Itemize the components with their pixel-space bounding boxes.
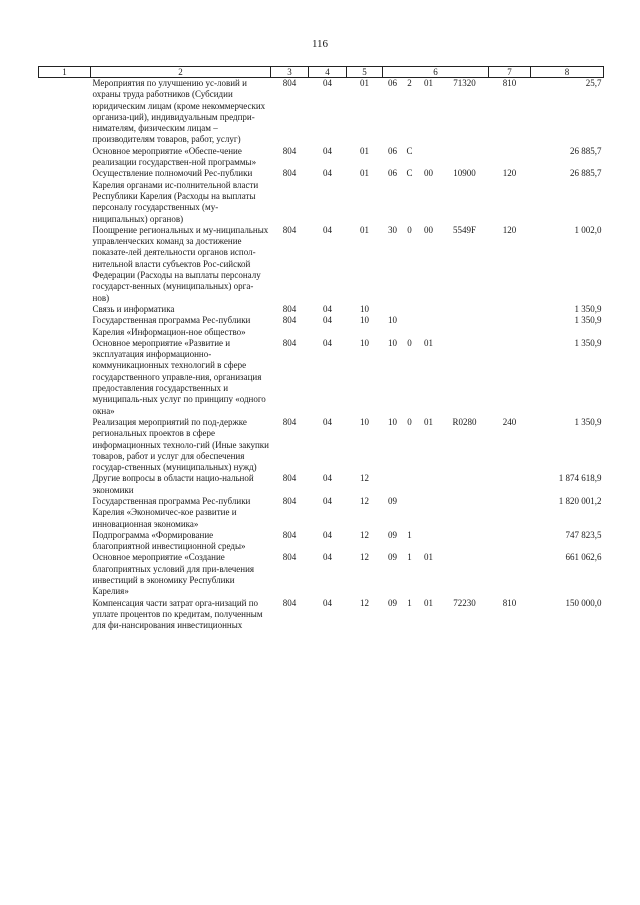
header-col-4: 4 xyxy=(309,67,347,78)
row-activity: 01 xyxy=(424,337,433,348)
page-number: 116 xyxy=(311,38,329,50)
row-name: Мероприятия по улучшению ус-ловий и охраны труда работников (Субсидии юридическим лицам (кроме некоммерческих организа-ций), индивидуальным предпри-нимателям, физическим лицам – производителям товаров, работ, услуг) xyxy=(92,78,266,145)
row-col-1 xyxy=(39,315,91,338)
row-col-1 xyxy=(39,338,91,417)
row-program: 30 xyxy=(388,224,397,235)
row-col-1 xyxy=(39,78,91,146)
row-program: 09 xyxy=(388,529,397,540)
row-code-ministry: 804 xyxy=(282,303,297,314)
row-code-subsection: 10 xyxy=(360,315,369,326)
budget-table xyxy=(38,66,604,632)
row-subprogram: 0 xyxy=(407,337,412,348)
header-col-6: 6 xyxy=(383,67,489,78)
row-expense-type xyxy=(489,530,531,553)
row-program: 10 xyxy=(388,337,397,348)
row-direction xyxy=(441,552,489,597)
row-sum: 26 885,7 xyxy=(570,168,602,179)
row-code-subsection: 12 xyxy=(360,552,369,563)
table-row xyxy=(39,78,604,146)
row-program: 06 xyxy=(388,145,397,156)
row-direction: 72230 xyxy=(453,597,476,608)
row-program: 09 xyxy=(388,495,397,506)
row-code-section: 04 xyxy=(323,495,332,506)
header-col-5: 5 xyxy=(347,67,383,78)
row-code-subsection: 12 xyxy=(360,529,369,540)
row-code-ministry: 804 xyxy=(282,529,297,540)
row-program: 10 xyxy=(388,315,397,326)
row-code-section: 04 xyxy=(323,303,332,314)
table-row xyxy=(39,496,604,530)
row-code-section: 04 xyxy=(323,78,332,88)
row-activity: 00 xyxy=(424,224,433,235)
row-col-1 xyxy=(39,598,91,632)
row-program: 06 xyxy=(388,168,397,179)
row-code-ministry: 804 xyxy=(282,78,297,88)
row-subprogram xyxy=(403,304,417,315)
row-subprogram xyxy=(403,496,417,530)
row-activity: 01 xyxy=(424,552,433,563)
row-activity xyxy=(417,146,441,169)
row-expense-type: 240 xyxy=(502,416,517,427)
row-name: Поощрение региональных и му-ниципальных управленческих команд за достижение показате-лей деятельности органов испол-нительной власти субъектов Рос-сийской Федерации (Расходы на выплаты персоналу государст-венных (муниципальных) орга-нов) xyxy=(92,224,269,303)
table-row xyxy=(39,304,604,315)
row-direction xyxy=(441,473,489,496)
row-expense-type: 810 xyxy=(502,78,517,88)
row-direction: R0280 xyxy=(452,416,477,427)
row-code-section: 04 xyxy=(323,315,332,326)
row-activity xyxy=(417,304,441,315)
row-sum: 661 062,6 xyxy=(565,552,602,563)
row-direction xyxy=(441,530,489,553)
row-col-1 xyxy=(39,417,91,473)
row-code-section: 04 xyxy=(323,416,332,427)
row-code-subsection: 12 xyxy=(360,473,369,484)
row-code-subsection: 10 xyxy=(360,416,369,427)
row-activity xyxy=(417,530,441,553)
row-direction xyxy=(441,304,489,315)
row-direction xyxy=(441,496,489,530)
row-program: 09 xyxy=(388,552,397,563)
row-sum: 747 823,5 xyxy=(565,529,602,540)
row-code-ministry: 804 xyxy=(282,168,297,179)
row-name: Другие вопросы в области нацио-нальной экономики xyxy=(92,473,254,495)
row-code-ministry: 804 xyxy=(282,315,297,326)
row-sum: 25,7 xyxy=(585,78,602,88)
header-col-2: 2 xyxy=(91,67,271,78)
row-subprogram xyxy=(403,315,417,338)
row-col-1 xyxy=(39,304,91,315)
row-col-1 xyxy=(39,146,91,169)
header-col-7: 7 xyxy=(489,67,531,78)
row-direction xyxy=(441,338,489,417)
row-program xyxy=(383,304,403,315)
row-code-section: 04 xyxy=(323,473,332,484)
row-code-subsection: 10 xyxy=(360,303,369,314)
row-sum: 1 820 001,2 xyxy=(558,495,602,506)
table-row xyxy=(39,417,604,473)
row-sum: 150 000,0 xyxy=(565,597,602,608)
row-sum: 1 350,9 xyxy=(574,337,602,348)
row-subprogram: 0 xyxy=(407,416,412,427)
table-row xyxy=(39,552,604,597)
row-subprogram: 0 xyxy=(407,224,412,235)
row-code-subsection: 01 xyxy=(360,168,369,179)
row-expense-type: 120 xyxy=(502,168,517,179)
row-program: 10 xyxy=(388,416,397,427)
row-code-section: 04 xyxy=(323,224,332,235)
row-direction: 5549F xyxy=(452,224,476,235)
row-subprogram: С xyxy=(406,145,413,156)
row-code-section: 04 xyxy=(323,529,332,540)
row-name: Связь и информатика xyxy=(92,303,175,314)
row-code-section: 04 xyxy=(323,168,332,179)
table-row xyxy=(39,530,604,553)
row-code-subsection: 10 xyxy=(360,337,369,348)
row-program: 06 xyxy=(388,78,397,88)
row-expense-type xyxy=(489,338,531,417)
table-row xyxy=(39,315,604,338)
row-code-ministry: 804 xyxy=(282,145,297,156)
header-row xyxy=(39,67,604,78)
row-name: Основное мероприятие «Создание благоприятных условий для при-влечения инвестиций в экономику Республики Карелия» xyxy=(92,552,255,597)
row-sum: 26 885,7 xyxy=(570,145,602,156)
row-subprogram: 1 xyxy=(407,529,412,540)
row-direction: 71320 xyxy=(453,78,476,88)
row-program: 09 xyxy=(388,597,397,608)
table-row xyxy=(39,598,604,632)
row-col-1 xyxy=(39,168,91,224)
row-code-section: 04 xyxy=(323,552,332,563)
row-code-ministry: 804 xyxy=(282,416,297,427)
row-col-1 xyxy=(39,530,91,553)
row-sum: 1 350,9 xyxy=(574,416,602,427)
row-code-ministry: 804 xyxy=(282,552,297,563)
row-code-ministry: 804 xyxy=(282,473,297,484)
row-activity: 01 xyxy=(424,416,433,427)
table-row xyxy=(39,225,604,304)
row-activity xyxy=(417,496,441,530)
row-name: Основное мероприятие «Развитие и эксплуатация информационно-коммуникационных технологий в сфере государственного управле-ния, организация предоставления государственных и муниципаль-ных услуг по принципу «одного окна» xyxy=(92,337,266,416)
row-subprogram: С xyxy=(406,168,413,179)
row-code-section: 04 xyxy=(323,145,332,156)
row-expense-type xyxy=(489,315,531,338)
row-name: Государственная программа Рес-публики Карелия «Информацион-ное общество» xyxy=(92,315,251,337)
table-row xyxy=(39,146,604,169)
row-direction xyxy=(441,315,489,338)
row-sum: 1 350,9 xyxy=(574,315,602,326)
row-direction xyxy=(441,146,489,169)
table-row xyxy=(39,473,604,496)
row-sum: 1 002,0 xyxy=(574,224,602,235)
header-col-3: 3 xyxy=(271,67,309,78)
row-col-1 xyxy=(39,552,91,597)
row-expense-type xyxy=(489,496,531,530)
row-code-ministry: 804 xyxy=(282,224,297,235)
header-col-8: 8 xyxy=(531,67,604,78)
row-name: Основное мероприятие «Обеспе-чение реализации государствен-ной программы» xyxy=(92,145,257,168)
row-name: Осуществление полномочий Рес-публики Карелия органами ис-полнительной власти Республики Карелия (Расходы на выплаты персоналу государственных (му-ниципальных) органов) xyxy=(92,168,259,224)
row-code-ministry: 804 xyxy=(282,495,297,506)
row-subprogram: 1 xyxy=(407,597,412,608)
row-activity: 00 xyxy=(424,168,433,179)
row-subprogram xyxy=(403,473,417,496)
row-activity xyxy=(417,315,441,338)
row-col-1 xyxy=(39,473,91,496)
row-code-ministry: 804 xyxy=(282,597,297,608)
row-name: Компенсация части затрат орга-низаций по уплате процентов по кредитам, полученным для фи-нансирования инвестиционных xyxy=(92,597,263,631)
row-code-section: 04 xyxy=(323,337,332,348)
row-expense-type xyxy=(489,552,531,597)
row-expense-type: 810 xyxy=(502,597,517,608)
row-code-section: 04 xyxy=(323,597,332,608)
row-expense-type xyxy=(489,473,531,496)
row-code-subsection: 01 xyxy=(360,145,369,156)
row-expense-type xyxy=(489,304,531,315)
row-subprogram: 2 xyxy=(407,78,412,88)
row-subprogram: 1 xyxy=(407,552,412,563)
table-body xyxy=(39,78,604,632)
row-col-1 xyxy=(39,496,91,530)
row-activity: 01 xyxy=(424,78,433,88)
header-col-1: 1 xyxy=(39,67,91,78)
row-code-subsection: 12 xyxy=(360,495,369,506)
row-activity xyxy=(417,473,441,496)
row-code-ministry: 804 xyxy=(282,337,297,348)
row-name: Подпрограмма «Формирование благоприятной инвестиционной среды» xyxy=(92,529,246,552)
row-direction: 10900 xyxy=(453,168,476,179)
row-code-subsection: 01 xyxy=(360,224,369,235)
row-expense-type xyxy=(489,146,531,169)
row-expense-type: 120 xyxy=(502,224,517,235)
table-row xyxy=(39,338,604,417)
row-code-subsection: 12 xyxy=(360,597,369,608)
row-name: Реализация мероприятий по под-держке региональных проектов в сфере информационных техноло-гий (Иные закупки товаров, работ и услуг для обеспечения государ-ственных (муниципальных) нужд) xyxy=(92,416,269,473)
row-col-1 xyxy=(39,225,91,304)
row-name: Государственная программа Рес-публики Карелия «Экономичес-кое развитие и инновационная экономика» xyxy=(92,495,251,529)
row-sum: 1 874 618,9 xyxy=(558,473,602,484)
row-code-subsection: 01 xyxy=(360,78,369,88)
table-row xyxy=(39,168,604,224)
row-sum: 1 350,9 xyxy=(574,303,602,314)
row-program xyxy=(383,473,403,496)
row-activity: 01 xyxy=(424,597,433,608)
